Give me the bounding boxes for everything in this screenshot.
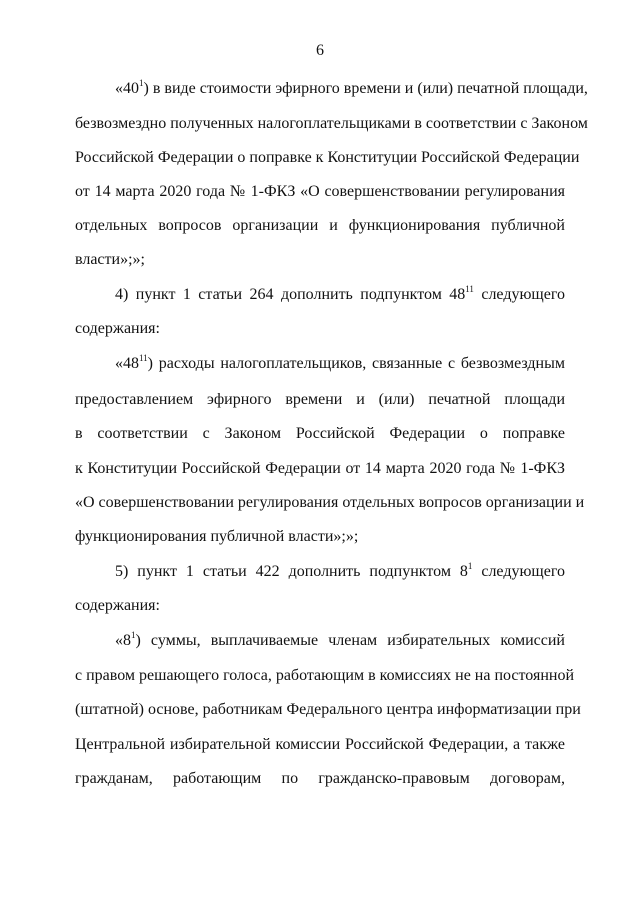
paragraph-line: власти»;»; (75, 251, 145, 268)
paragraph-line: «$8^1$) суммы, выплачиваемые членам избирательных комиссий (115, 629, 565, 649)
paragraph-line: содержания: (75, 320, 160, 337)
paragraph-line: гражданам, работающим по гражданско-правовым договорам, (75, 770, 565, 787)
paragraph-line: отдельных вопросов организации и функционирования публичной (75, 217, 565, 234)
paragraph-line: с правом решающего голоса, работающим в комиссиях не на постоянной (75, 667, 575, 684)
paragraph-line: Российской Федерации о поправке к Конституции Российской Федерации (75, 149, 580, 166)
paragraph-line: содержания: (75, 597, 160, 614)
paragraph-line: «$40^1$) в виде стоимости эфирного времени и (или) печатной площади, (115, 77, 588, 97)
page-number: 6 (316, 42, 324, 59)
paragraph-line: Центральной избирательной комиссии Российской Федерации, а также (75, 736, 565, 753)
paragraph-line: «О совершенствовании регулирования отдельных вопросов организации и (75, 494, 585, 511)
paragraph-line: (штатной) основе, работникам Федерального центра информатизации при (75, 701, 581, 718)
paragraph-line: от 14 марта 2020 года № 1-ФКЗ «О совершенствовании регулирования (75, 183, 565, 200)
paragraph-line: 4) пункт 1 статьи 264 дополнить подпунктом $48^{11}$ следующего (115, 283, 566, 303)
paragraph-line: предоставлением эфирного времени и (или) печатной площади (75, 391, 565, 408)
paragraph-line: 5) пункт 1 статьи 422 дополнить подпунктом $8^1$ следующего (115, 560, 565, 580)
paragraph-line: «$48^{11}$) расходы налогоплательщиков, связанные с безвозмездным (115, 352, 565, 372)
paragraph-line: функционирования публичной власти»;»; (75, 528, 359, 545)
paragraph-line: в соответствии с Законом Российской Федерации о поправке (75, 425, 565, 442)
paragraph-line: безвозмездно полученных налогоплательщиками в соответствии с Законом (75, 115, 588, 132)
paragraph-line: к Конституции Российской Федерации от 14 марта 2020 года № 1-ФКЗ (75, 460, 565, 477)
